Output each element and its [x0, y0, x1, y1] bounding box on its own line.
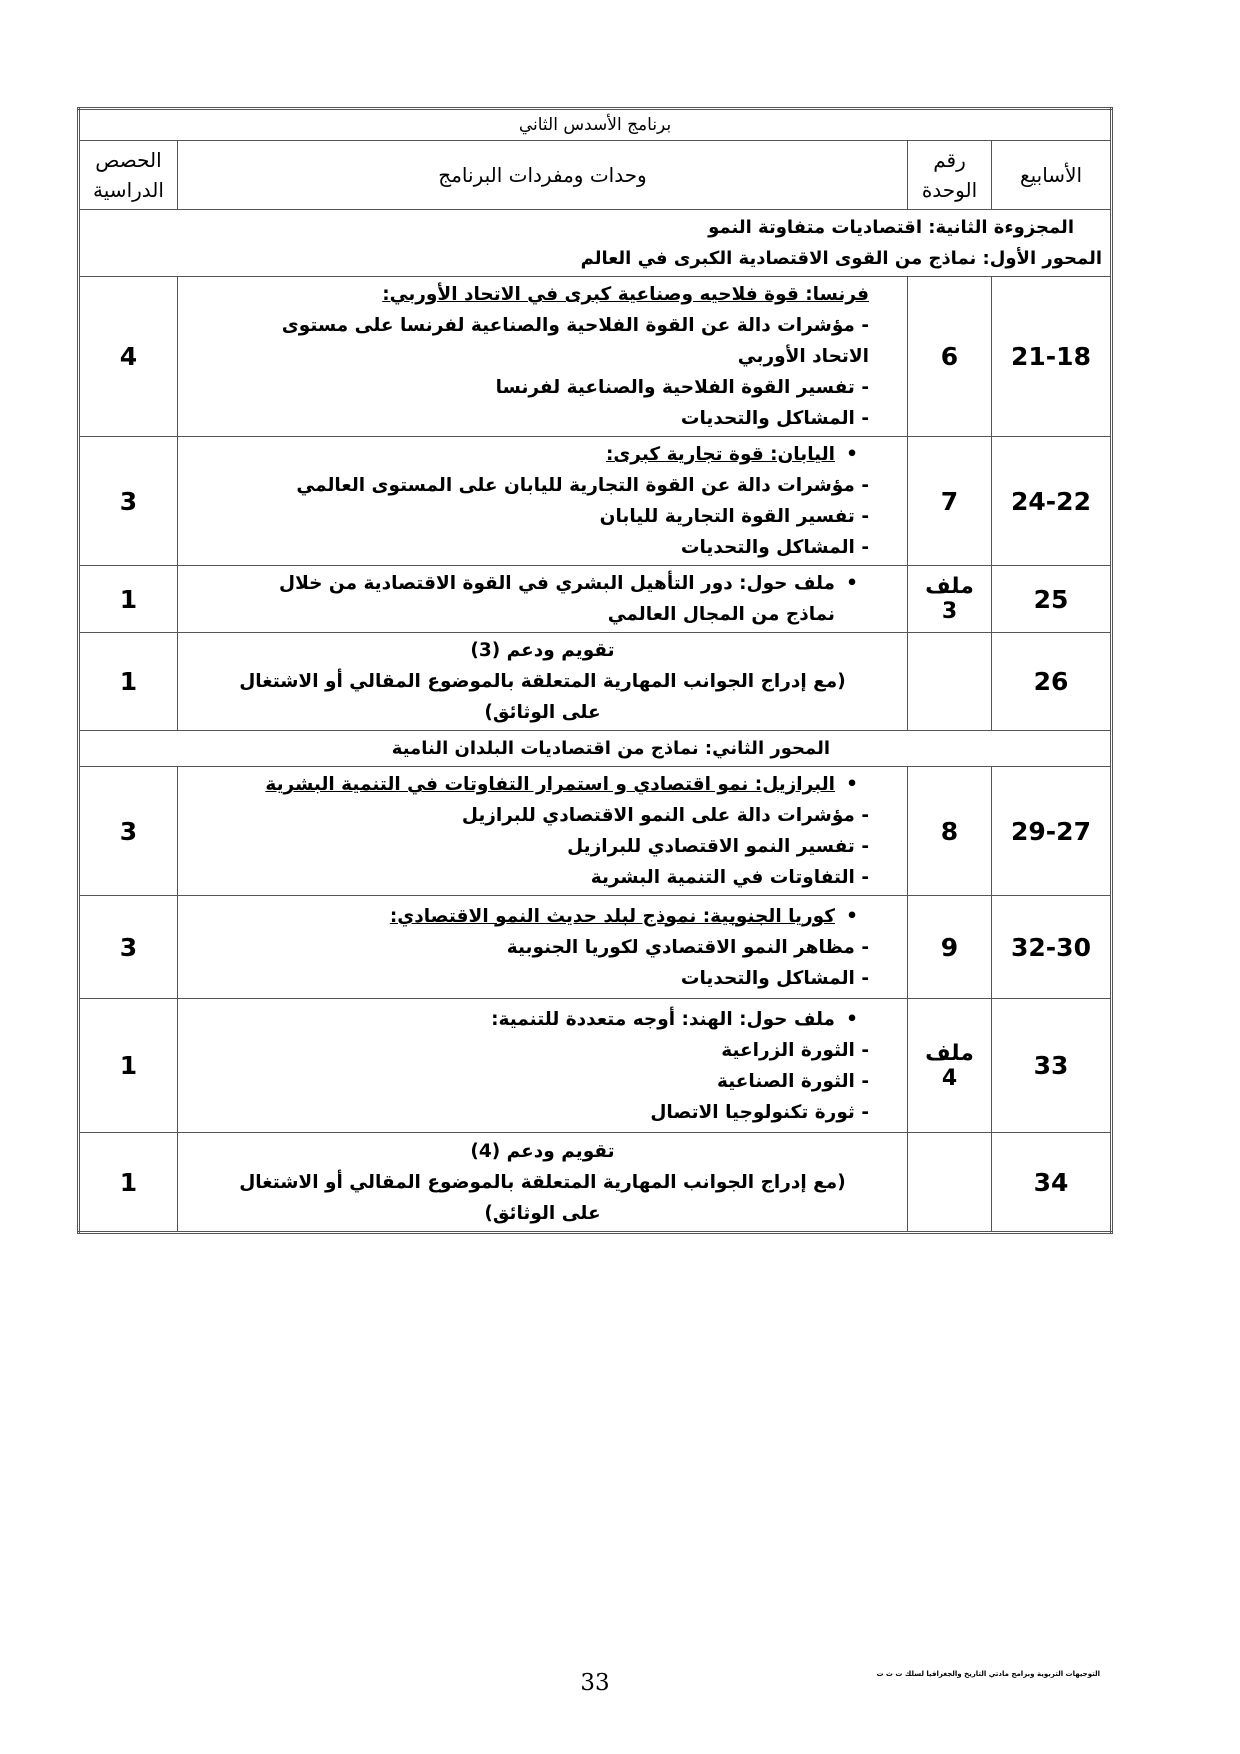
list-item: - مظاهر النمو الاقتصادي لكوريا الجنوبية [186, 932, 869, 963]
sessions-cell: 1 [79, 633, 178, 731]
evaluation-note: (مع إدراج الجوانب المهارية المتعلقة بالموضوع المقالي أو الاشتغال [239, 671, 846, 692]
evaluation-note-end: على الوثائق) [484, 1202, 601, 1224]
list-item: - المشاكل والتحديات [186, 403, 869, 434]
unit-cell: 9 [908, 896, 992, 999]
unit-heading: البرازيل: نمو اقتصادي و استمرار التفاوتات في التنمية البشرية [265, 774, 835, 795]
weeks-cell: 21-18 [992, 277, 1112, 437]
module-section-row [79, 210, 1112, 277]
unit-cell: 6 [908, 277, 992, 437]
list-item: - ثورة تكنولوجيا الاتصال [186, 1097, 869, 1128]
program-title: برنامج الأسدس الثاني [79, 109, 1112, 141]
table-row [79, 277, 1112, 437]
table-row [79, 1133, 1112, 1233]
table-row [79, 767, 1112, 896]
content-cell [178, 633, 908, 731]
weeks-cell: 32-30 [992, 896, 1112, 999]
bullet-heading: • ملف حول: الهند: أوجه متعددة للتنمية: [186, 1004, 869, 1035]
content-cell [178, 277, 908, 437]
header-unit-line1: رقم [933, 148, 966, 172]
sessions-cell: 3 [79, 896, 178, 999]
unit-cell: ملف 4 [908, 999, 992, 1133]
evaluation-title: تقويم ودعم (4) [470, 1140, 615, 1162]
unit-heading: اليابان: قوة تجارية كبرى: [605, 444, 835, 465]
program-document [77, 107, 1110, 1234]
list-item-continuation: الاتحاد الأوربي [737, 346, 869, 367]
unit-heading: كوريا الجنوبية: نموذج لبلد حديث النمو الاقتصادي: [389, 905, 835, 927]
sessions-cell: 3 [79, 437, 178, 566]
table-row [79, 633, 1112, 731]
header-unit-line2: الوحدة [921, 178, 978, 202]
list-item: - مؤشرات دالة على النمو الاقتصادي للبرازيل [186, 800, 869, 831]
header-weeks: الأسابيع [992, 141, 1112, 210]
list-item: - التفاوتات في التنمية البشرية [186, 862, 869, 893]
weeks-cell: 25 [992, 566, 1112, 633]
weeks-cell: 24-22 [992, 437, 1112, 566]
list-item: - مؤشرات دالة عن القوة التجارية لليابان على المستوى العالمي [186, 470, 869, 501]
table-row [79, 437, 1112, 566]
list-item: - الثورة الصناعية [186, 1066, 869, 1097]
bullet-heading [186, 769, 869, 800]
content-cell [178, 1133, 908, 1233]
list-item: - تفسير النمو الاقتصادي للبرازيل [186, 831, 869, 862]
unit-cell: 7 [908, 437, 992, 566]
sessions-cell: 4 [79, 277, 178, 437]
bullet-heading [186, 439, 869, 470]
bullet-item-continuation: نماذج من المجال العالمي [607, 604, 835, 625]
weeks-cell: 26 [992, 633, 1112, 731]
list-item: - الثورة الزراعية [186, 1035, 869, 1066]
table-title-row [79, 109, 1112, 141]
list-item: - مؤشرات دالة عن القوة الفلاحية والصناعية لفرنسا على مستوى [186, 310, 869, 341]
sessions-cell: 1 [79, 566, 178, 633]
unit-cell [908, 1133, 992, 1233]
evaluation-title: تقويم ودعم (3) [470, 640, 615, 661]
sessions-cell: 1 [79, 999, 178, 1133]
bullet-heading [186, 901, 869, 932]
list-item: - تفسير القوة الفلاحية والصناعية لفرنسا [186, 372, 869, 403]
axis1-title: المحور الأول: نماذج من القوى الاقتصادية الكبرى في العالم [580, 248, 1102, 269]
content-cell [178, 896, 908, 999]
header-sessions [79, 141, 178, 210]
footer-note: التوجيهات التربوية وبرامج مادتي التاريخ والجغرافيا لسلك ت ث ت [876, 1670, 1100, 1678]
module-title: المجزوءة الثانية: اقتصاديات متفاوتة النمو [708, 217, 1074, 238]
list-item: - تفسير القوة التجارية لليابان [186, 501, 869, 532]
list-item: - المشاكل والتحديات [186, 963, 869, 994]
axis2-title: المحور الثاني: نماذج من اقتصاديات البلدان النامية [79, 731, 1112, 767]
list-item: - المشاكل والتحديات [186, 532, 869, 563]
content-cell [178, 999, 908, 1133]
content-cell [178, 437, 908, 566]
unit-cell [908, 633, 992, 731]
weeks-cell: 34 [992, 1133, 1112, 1233]
table-row [79, 896, 1112, 999]
axis-section-row [79, 731, 1112, 767]
header-content: وحدات ومفردات البرنامج [178, 141, 908, 210]
header-sessions-line1: الحصص [95, 148, 162, 172]
header-sessions-line2: الدراسية [93, 178, 164, 202]
evaluation-note-end: على الوثائق) [484, 702, 601, 723]
weeks-cell: 29-27 [992, 767, 1112, 896]
header-unit-number [908, 141, 992, 210]
content-cell [178, 767, 908, 896]
table-row [79, 999, 1112, 1133]
program-table [77, 107, 1113, 1234]
content-cell [178, 566, 908, 633]
unit-heading: فرنسا: قوة فلاحيه وصناعية كبرى في الاتحاد الأوربي: [382, 284, 869, 305]
evaluation-note: (مع إدراج الجوانب المهارية المتعلقة بالموضوع المقالي أو الاشتغال [239, 1171, 846, 1193]
bullet-item: • ملف حول: دور التأهيل البشري في القوة الاقتصادية من خلال [186, 568, 869, 599]
weeks-cell: 33 [992, 999, 1112, 1133]
sessions-cell: 1 [79, 1133, 178, 1233]
sessions-cell: 3 [79, 767, 178, 896]
unit-cell: ملف 3 [908, 566, 992, 633]
unit-cell: 8 [908, 767, 992, 896]
page-number: 33 [580, 1670, 610, 1696]
table-row [79, 566, 1112, 633]
header-row [79, 141, 1112, 210]
